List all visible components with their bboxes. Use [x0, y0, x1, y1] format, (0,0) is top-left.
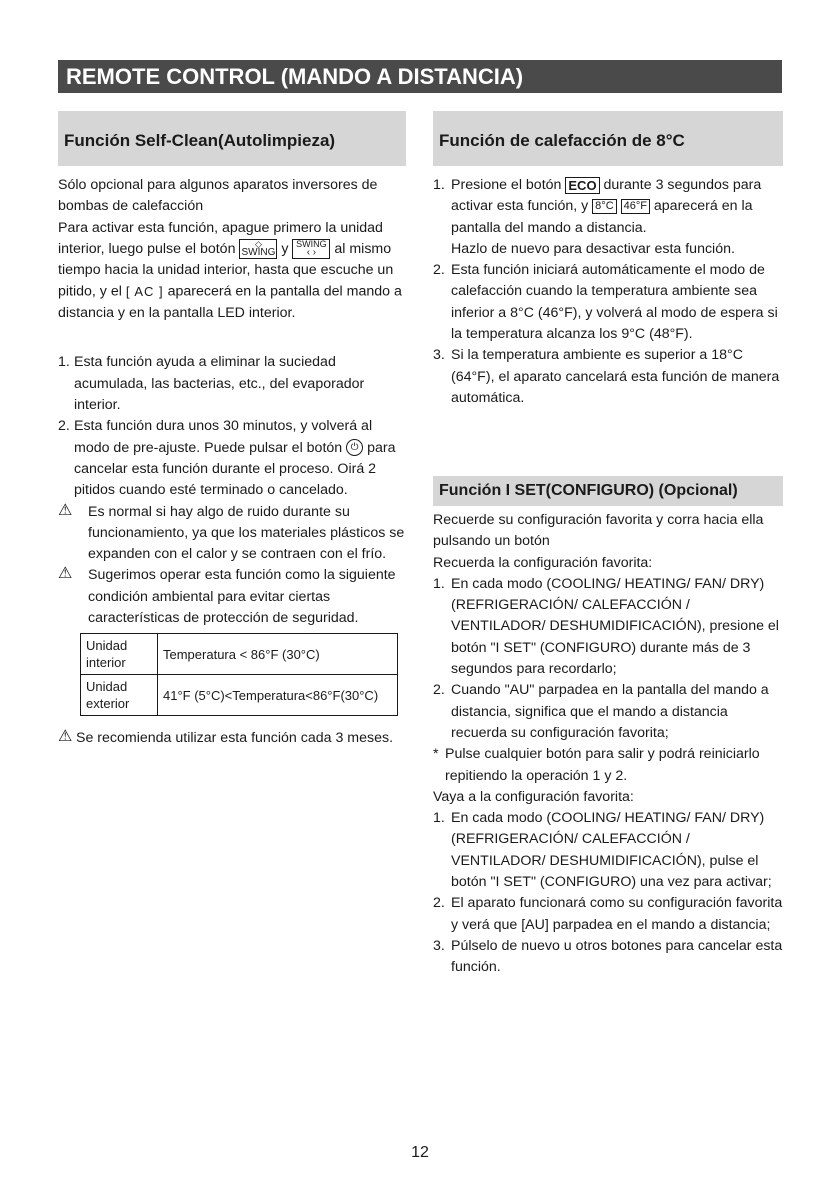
heating-item-3: 3. Si la temperatura ambiente es superior a 18°C (64°F), el aparato cancelará esta función de manera automática.	[433, 347, 780, 406]
iset-b2: 2. El aparato funcionará como su configuración favorita y verá que [AU] parpadea en el mando a distancia;	[433, 895, 783, 933]
iset-p1: Recuerde su configuración favorita y corra hacia ella pulsando un botón	[433, 512, 764, 550]
selfclean-intro-2	[58, 218, 406, 325]
selfclean-intro-2d: aparecerá en la pantalla del mando a distancia y en la pantalla LED interior.	[58, 283, 402, 322]
page-number: 12	[411, 1144, 429, 1161]
power-icon: ⏻	[346, 439, 363, 456]
iset-a2: 2. Cuando "AU" parpadea en la pantalla del mando a distancia, significa que el mando a distancia recuerda su configuración favorita;	[433, 682, 769, 741]
heating-title: Función de calefacción de 8°C	[433, 111, 783, 166]
iset-b3: 3. Púlselo de nuevo u otros botones para cancelar esta función.	[433, 937, 783, 976]
warning-icon: ⚠	[58, 565, 73, 583]
iset-star: * Pulse cualquier botón para salir y podrá reiniciarlo repitiendo la operación 1 y 2.	[433, 746, 760, 784]
iset-b1: 1. En cada modo (COOLING/ HEATING/ FAN/ DRY)(REFRIGERACIÓN/ CALEFACCIÓN / VENTILADOR/ DESHUMIDIFICACIÓN), pulse el botón "I SET" (CONFIGURO) una vez para activar;	[433, 810, 772, 891]
selfclean-section	[58, 111, 406, 750]
eco-button-icon: ECO	[565, 177, 599, 194]
selfclean-intro-2a: Para activar esta función, apague primero la unidad interior, luego pulse el botón	[58, 219, 383, 257]
heating-item-2: 2. Esta función iniciará automáticamente el modo de calefacción cuando la temperatura ambiente sea inferior a 8°C (46°F), y volverá al modo de espera si la temperatura alcanza los 9°C (48°F).	[433, 262, 778, 343]
selfclean-warning-2: ⚠ Sugerimos operar esta función como la siguiente condición ambiental para evitar ciertas características de protección de seguridad.	[58, 565, 406, 629]
selfclean-item-2: 2. Esta función dura unos 30 minutos, y volverá al modo de pre-ajuste. Puede pulsar el botón ⏻ para cancelar esta función durante el proceso. Oirá 2 pitidos cuando esté terminado o cancelado.	[58, 418, 396, 499]
heating-item-1: 1. Presione el botón ECO durante 3 segundos para activar esta función, y 8°C 46°F aparecerá en la pantalla del mando a distancia. Hazlo de nuevo para desactivar esta función.	[433, 177, 762, 257]
page-header: REMOTE CONTROL (MANDO A DISTANCIA)	[58, 60, 782, 93]
selfclean-note: ⚠ Se recomienda utilizar esta función cada 3 meses.	[58, 728, 406, 749]
iset-title: Función I SET(CONFIGURO) (Opcional)	[433, 476, 783, 506]
table-cell-value: 41°F (5°C)<Temperatura<86°F(30°C)	[158, 675, 398, 716]
warning-icon: ⚠	[58, 728, 73, 746]
ac-display-mark: [ AC ]	[125, 284, 164, 300]
iset-p2: Recuerda la configuración favorita:	[433, 554, 653, 571]
selfclean-intro-1: Sólo opcional para algunos aparatos inversores de bombas de calefacción	[58, 177, 378, 215]
display-8c: 8°C	[592, 199, 616, 214]
selfclean-item-1: 1. Esta función ayuda a eliminar la suciedad acumulada, las bacterias, etc., del evaporador interior.	[58, 354, 365, 414]
table-cell-label: Unidad exterior	[81, 675, 158, 716]
iset-a1: 1. En cada modo (COOLING/ HEATING/ FAN/ DRY) (REFRIGERACIÓN/ CALEFACCIÓN / VENTILADOR/ DESHUMIDIFICACIÓN), presione el botón "I SET" (CONFIGURO) durante más de 3 segundos para recordarlo;	[433, 575, 779, 678]
swing-button-icon-1: ◇ SWING	[239, 239, 277, 259]
selfclean-intro-2c: al mismo tiempo hacia la unidad interior, hasta que escuche un pitido, y el	[58, 240, 394, 300]
selfclean-intro-2b: y	[281, 240, 289, 257]
warning-icon: ⚠	[58, 501, 73, 519]
table-cell-label: Unidad interior	[81, 634, 158, 675]
swing-button-icon-2: SWING ‹ ›	[292, 239, 330, 259]
selfclean-title: Función Self-Clean(Autolimpieza)	[58, 111, 406, 166]
display-46f: 46°F	[621, 199, 650, 214]
iset-p3: Vaya a la configuración favorita:	[433, 788, 634, 805]
table-row	[81, 675, 398, 716]
condition-table	[80, 633, 398, 716]
selfclean-warning-1: ⚠ Es normal si hay algo de ruido durante su funcionamiento, ya que los materiales plásticos se expanden con el calor y se contraen con el frío.	[58, 502, 406, 566]
heating-section	[433, 111, 783, 409]
iset-section	[433, 476, 783, 979]
table-cell-value: Temperatura < 86°F (30°C)	[158, 634, 398, 675]
table-row	[81, 634, 398, 675]
